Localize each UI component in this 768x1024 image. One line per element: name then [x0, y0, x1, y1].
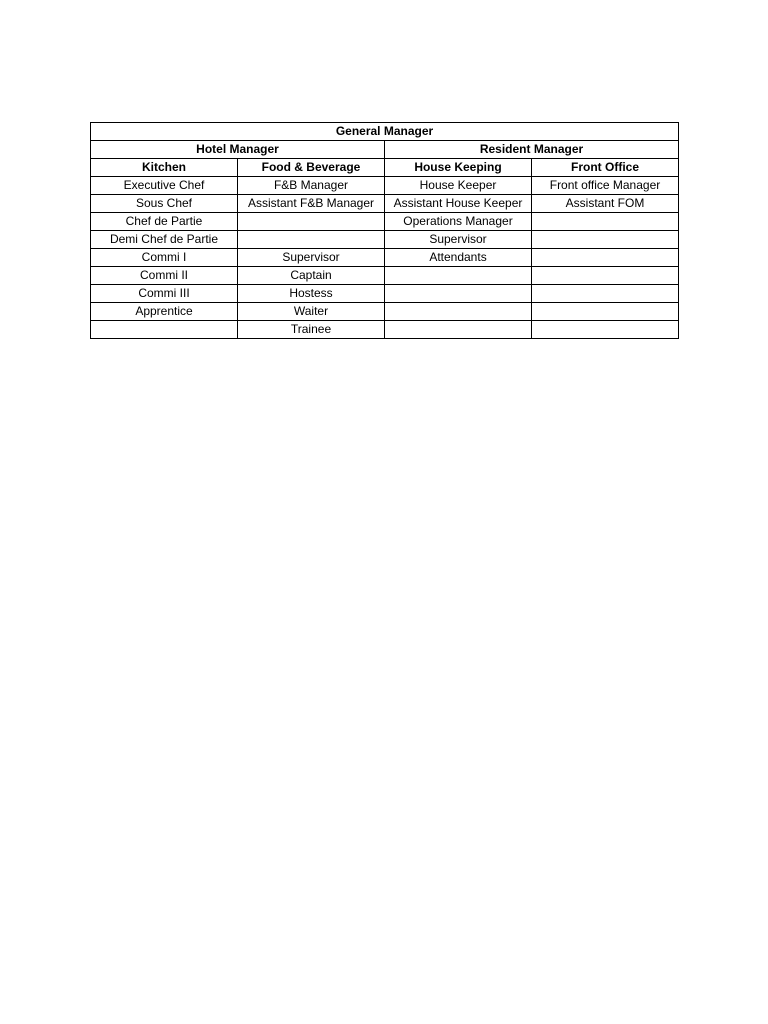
table-cell [385, 285, 532, 303]
table-row [91, 213, 679, 231]
table-row [91, 321, 679, 339]
table-cell: Sous Chef [91, 195, 238, 213]
table-cell [532, 321, 679, 339]
title-row [91, 123, 679, 141]
department-header-kitchen: Kitchen [91, 159, 238, 177]
table-row [91, 231, 679, 249]
table-cell: Hostess [238, 285, 385, 303]
table-cell [532, 267, 679, 285]
table-cell: F&B Manager [238, 177, 385, 195]
table-cell: Attendants [385, 249, 532, 267]
table-cell [532, 303, 679, 321]
table-row [91, 267, 679, 285]
table-row [91, 195, 679, 213]
table-cell: Captain [238, 267, 385, 285]
department-row [91, 159, 679, 177]
table-cell: Trainee [238, 321, 385, 339]
table-row [91, 303, 679, 321]
table-cell: Apprentice [91, 303, 238, 321]
table-cell: Assistant House Keeper [385, 195, 532, 213]
table-cell [385, 303, 532, 321]
table-row [91, 249, 679, 267]
table-cell [238, 213, 385, 231]
table-cell: Waiter [238, 303, 385, 321]
table-cell [385, 267, 532, 285]
table-cell: Operations Manager [385, 213, 532, 231]
department-header-food-beverage: Food & Beverage [238, 159, 385, 177]
table-cell [532, 231, 679, 249]
resident-manager-cell: Resident Manager [385, 141, 679, 159]
table-cell [91, 321, 238, 339]
table-cell: Executive Chef [91, 177, 238, 195]
department-header-house-keeping: House Keeping [385, 159, 532, 177]
table-cell: Supervisor [385, 231, 532, 249]
table-row [91, 177, 679, 195]
table-cell: Front office Manager [532, 177, 679, 195]
general-manager-cell: General Manager [91, 123, 679, 141]
table-cell: Chef de Partie [91, 213, 238, 231]
table-cell: Supervisor [238, 249, 385, 267]
table-cell: Commi I [91, 249, 238, 267]
org-hierarchy-table [90, 122, 679, 339]
table-cell: Commi III [91, 285, 238, 303]
table-row [91, 285, 679, 303]
table-cell: Commi II [91, 267, 238, 285]
table-cell: Demi Chef de Partie [91, 231, 238, 249]
table-cell [532, 213, 679, 231]
table-cell [532, 285, 679, 303]
table-cell [532, 249, 679, 267]
hotel-manager-cell: Hotel Manager [91, 141, 385, 159]
manager-row [91, 141, 679, 159]
table-body [91, 123, 679, 339]
department-header-front-office: Front Office [532, 159, 679, 177]
table-cell: Assistant FOM [532, 195, 679, 213]
table-cell [238, 231, 385, 249]
table-cell: Assistant F&B Manager [238, 195, 385, 213]
table-cell: House Keeper [385, 177, 532, 195]
table-cell [385, 321, 532, 339]
